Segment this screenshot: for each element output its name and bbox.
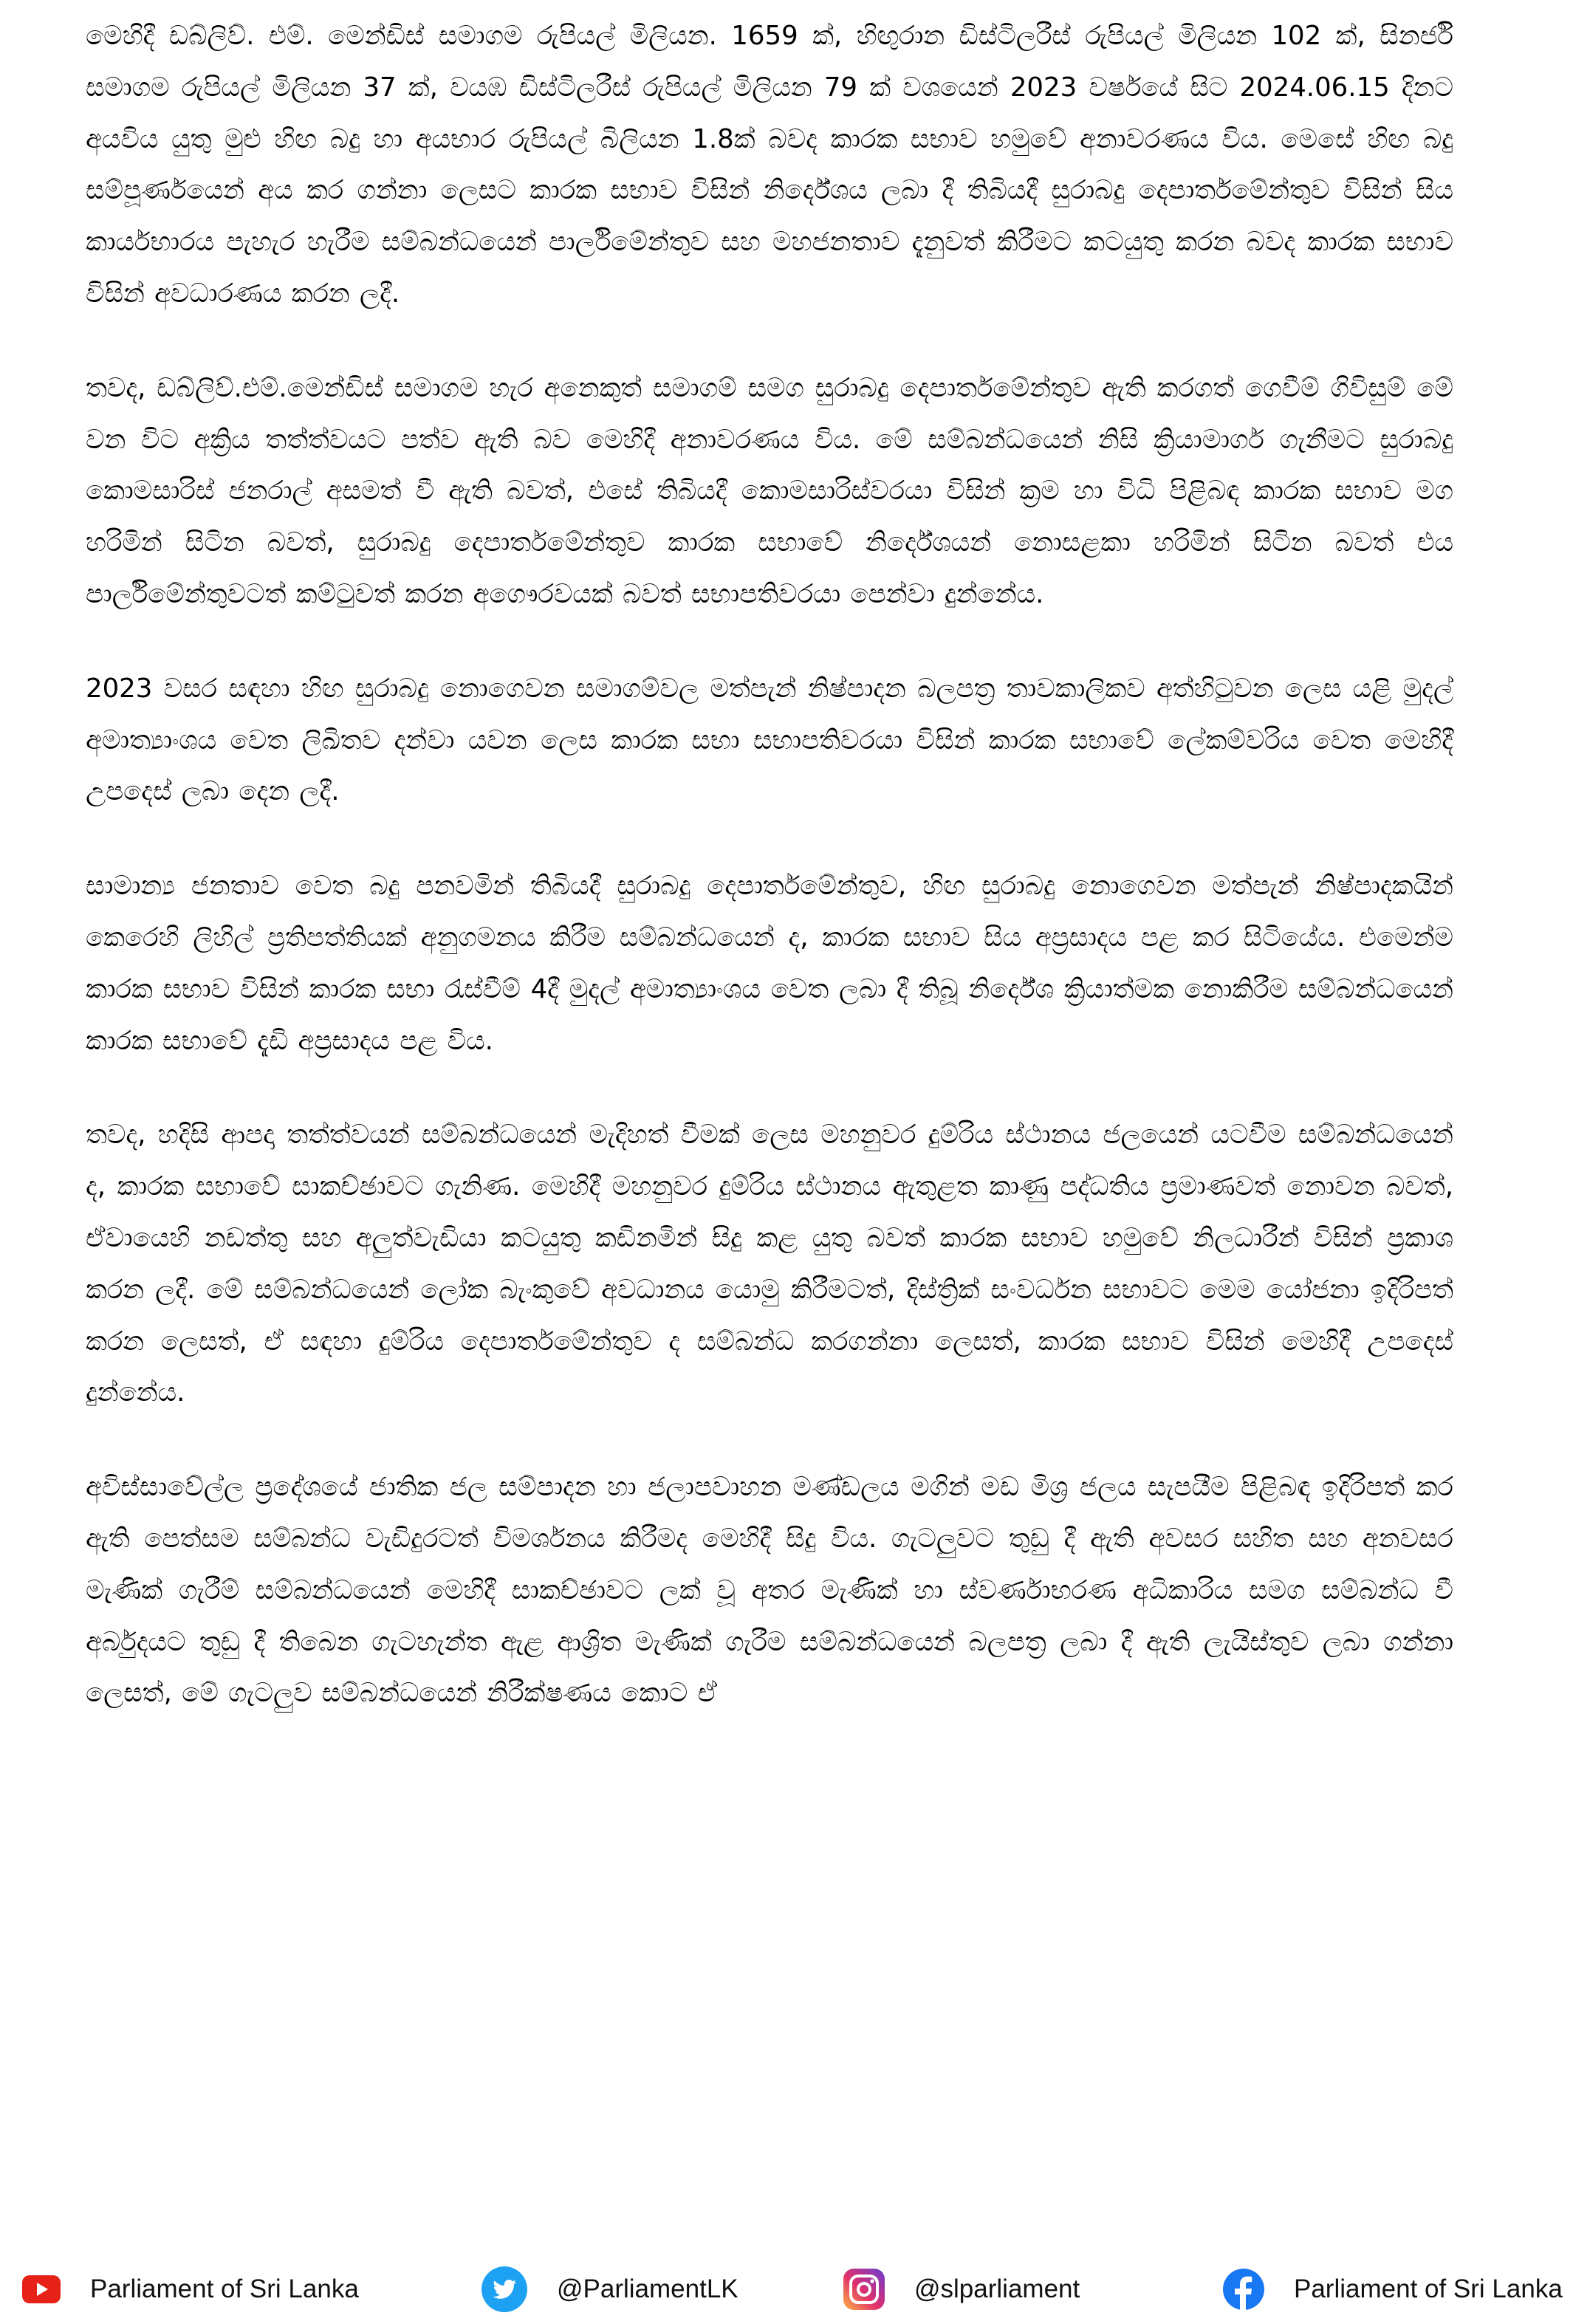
- facebook-label: Parliament of Sri Lanka: [1294, 2275, 1563, 2303]
- paragraph-1: මෙහිදී ඩබ්ලිව්. එම්. මෙන්ඩිස් සමාගම රුපියල් මිලියන. 1659 ක්, හිඟුරාන ඩිස්ටිලරීස් රුපියල් මිලියන 102 ක්, සිනර්ජි සමාගම රුපියල් මිලියන 37 ක්, වයඹ ඩිස්ටිලරීස් රුපියල් මිලියන 79 ක් වශයෙන් 2023 වර්ෂයේ සිට 2024.06.15 දිනට අයවිය යුතු මුළු හිඟ බදු හා අයභාර රුපියල් බිලියන 1.8ක් බවද කාරක සභාව හමුවේ අනාවරණය විය. මෙසේ හිඟ බදු සම්පූර්ණයෙන් අය කර ගන්නා ලෙසට කාරක සභාව විසින් නිර්දේශය ලබා දී තිබියදී සුරාබදු දෙපාර්තමේන්තුව විසින් සිය කාර්යභාරය පැහැර හැරීම සම්බන්ධයෙන් පාර්ලිමේන්තුව සහ මහජනතාව දැනුවත් කිරීමට කටයුතු කරන බවද කාරක සභාව විසින් අවධාරණය කරන ලදී.: [86, 21, 1453, 309]
- instagram-icon: [843, 2269, 885, 2310]
- paragraph-5: තවද, හදිසි ආපදා තත්ත්වයන් සම්බන්ධයෙන් මැදිහත් වීමක් ලෙස මහනුවර දුම්රිය ස්ථානය ජලයෙන් යටවීම සම්බන්ධයෙන් ද, කාරක සභාවේ සාකච්ඡාවට ගැනිණ. මෙහිදී මහනුවර දුම්රිය ස්ථානය ඇතුළත කාණු පද්ධතිය ප්‍රමාණවත් නොවන බවත්, ඒවායෙහි නඩත්තු සහ අලුත්වැඩියා කටයුතු කඩිනමින් සිදු කළ යුතු බවත් කාරක සභාව හමුවේ නිලධාරීන් විසින් ප්‍රකාශ කරන ලදී. මේ සම්බන්ධයෙන් ලෝක බැංකුවේ අවධානය යොමු කිරීමටත්, දිස්ත්‍රික් සංවර්ධන සභාවට මෙම යෝජනා ඉදිරිපත් කරන ලෙසත්, ඒ සඳහා දුම්රිය දෙපාර්තමේන්තුව ද සම්බන්ධ කරගන්නා ලෙසත්, කාරක සභාව විසින් මෙහිදී උපදෙස් දුන්නේය.: [86, 1120, 1453, 1408]
- document-body: [86, 10, 1453, 1762]
- twitter-icon: [482, 2266, 527, 2312]
- paragraph-6: අවිස්සාවේල්ල ප්‍රදේශයේ ජාතික ජල සම්පාදන හා ජලාපවාහන මණ්ඩලය මගින් මඩ මිශ්‍ර ජලය සැපයීම පිළිබඳ ඉදිරිපත් කර ඇති පෙත්සම සම්බන්ධ වැඩිදුරටත් විමර්ශනය කිරීමද මෙහිදී සිදු විය. ගැටලුවට තුඩු දී ඇති අවසර සහිත සහ අනවසර මැණික් ගැරීම් සම්බන්ධයෙන් මෙහිදී සාකච්ඡාවට ලක් වූ අතර මැණික් හා ස්වර්ණාභරණ අධිකාරිය සමග සම්බන්ධ වී අර්බුදයට තුඩු දී තිබෙන ගැටහැන්ත ඇළ ආශ්‍රිත මැණික් ගැරීම සම්බන්ධයෙන් බලපත්‍ර ලබා දී ඇති ලැයිස්තුව ලබා ගන්නා ලෙසත්, මේ ගැටලුව සම්බන්ධයෙන් නිරීක්ෂණය කොට ඒ: [86, 1472, 1453, 1709]
- instagram-link[interactable]: [843, 2260, 1080, 2319]
- youtube-label: Parliament of Sri Lanka: [90, 2275, 359, 2303]
- paragraph-2: තවද, ඩබ්ලිව්.එම්.මෙන්ඩිස් සමාගම හැර අනෙකුත් සමාගම් සමග සුරාබදු දෙපාර්තමේන්තුව ඇති කරගත් ගෙවීම් ගිවිසුම් මේ වන විට අක්‍රිය තත්ත්වයට පත්ව ඇති බව මෙහිදී අනාවරණය විය. මේ සම්බන්ධයෙන් නිසි ක්‍රියාමාර්ග ගැනීමට සුරාබදු කොමසාරිස් ජනරාල් අසමත් වී ඇති බවත්, එසේ තිබියදී කොමසාරිස්වරයා විසින් ක්‍රම හා විධි පිළිබඳ කාරක සභාව මග හරිමින් සිටින බවත්, සුරාබදු දෙපාර්තමේන්තුව කාරක සභාවේ නිර්දේශයන් නොසළකා හරිමින් සිටින බවත් එය පාර්ලිමේන්තුවටත් කම්ටුවත් කරන අගෞරවයක් බවත් සභාපතිවරයා පෙන්වා දුන්නේය.: [86, 372, 1453, 609]
- twitter-label: @ParliamentLK: [557, 2275, 738, 2303]
- youtube-icon: [22, 2275, 61, 2303]
- facebook-link[interactable]: [1223, 2260, 1563, 2319]
- paragraph-4: සාමාන්‍ය ජනතාව වෙත බදු පනවමින් තිබියදී සුරාබදු දෙපාර්තමේන්තුව, හිඟ සුරාබදු නොගෙවන මත්පැන් නිෂ්පාදකයින් කෙරෙහි ලිහිල් ප්‍රතිපත්තියක් අනුගමනය කිරීම සම්බන්ධයෙන් ද, කාරක සභාව සිය අප්‍රසාදය පළ කර සිටියේය. එමෙන්ම කාරක සභාව විසින් කාරක සභා රැස්වීම් 4දී මුදල් අමාත්‍යාංශය වෙත ලබා දී තිබූ නිර්දේශ ක්‍රියාත්මක නොකිරීම සම්බන්ධයෙන් කාරක සභාවේ දැඩි අප්‍රසාදය පළ විය.: [86, 871, 1453, 1056]
- paragraph-3: 2023 වසර සඳහා හිඟ සුරාබදු නොගෙවන සමාගම්වල මත්පැන් නිෂ්පාදන බලපත්‍ර තාවකාලිකව අත්හිටුවන ලෙස යළි මුදල් අමාත්‍යාංශය වෙත ලිඛිතව දන්වා යවන ලෙස කාරක සභා සභාපතිවරයා විසින් කාරක සභාවේ ලේකම්වරිය වෙත මෙහිදී උපදෙස් ලබා දෙන ලදී.: [86, 673, 1453, 807]
- social-footer: [22, 2260, 1573, 2319]
- instagram-label: @slparliament: [914, 2275, 1080, 2303]
- facebook-icon: [1223, 2269, 1264, 2310]
- youtube-link[interactable]: [22, 2260, 359, 2319]
- twitter-link[interactable]: [482, 2260, 738, 2319]
